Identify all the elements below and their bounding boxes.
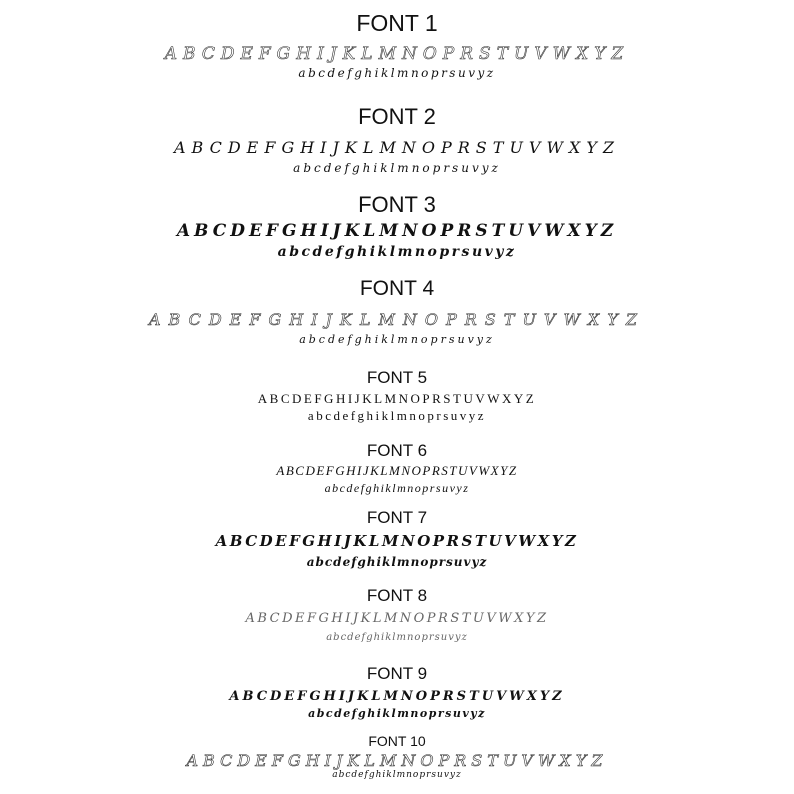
lowercase-alphabet: abcdefghiklmnoprsuvyz [332, 770, 462, 780]
font-title: FONT 7 [366, 508, 428, 527]
lowercase-alphabet: abcdefghiklmnoprsuvyz [293, 161, 501, 175]
lowercase-alphabet: abcdefghiklmnoprsuvyz [306, 555, 488, 569]
font-sample-5 [0, 369, 794, 422]
uppercase-alphabet: ABCDEFGHIJKLMNOPRSTUVWXYZ [229, 689, 565, 704]
lowercase-alphabet: abcdefghiklmnoprsuvyz [277, 244, 517, 260]
lowercase-alphabet: abcdefghiklmnoprsuvyz [326, 632, 468, 643]
font-sample-2 [0, 106, 794, 174]
font-title: FONT 6 [366, 441, 428, 460]
font-title: FONT 4 [359, 277, 435, 300]
font-sample-1 [0, 12, 794, 79]
uppercase-alphabet: ABCDEFGHIJKLMNOPRSTUVWXYZ [245, 611, 549, 626]
font-title: FONT 1 [356, 10, 438, 36]
uppercase-alphabet: ABCDEFGHIJKLMNOPRSTUVWXYZ [215, 532, 579, 550]
font-title: FONT 2 [358, 104, 436, 129]
font-title: FONT 8 [366, 586, 428, 605]
font-sample-7 [0, 509, 794, 568]
font-sample-3 [0, 194, 794, 259]
font-sample-9 [0, 665, 794, 719]
font-title: FONT 5 [366, 368, 428, 387]
font-title: FONT 10 [368, 733, 426, 749]
lowercase-alphabet: abcdefghiklmnoprsuvyz [308, 707, 486, 720]
font-sample-8 [0, 587, 794, 643]
uppercase-alphabet: ABCDEFGHIJKLMNOPRSTUVWXYZ [173, 138, 620, 157]
uppercase-alphabet: ABCDEFGHIJKLMNOPRSTUVWXYZ [148, 310, 645, 329]
font-sample-6 [0, 442, 794, 494]
uppercase-alphabet: ABCDEFGHIJKLMNOPRSTUVWXYZ [176, 221, 618, 241]
font-title: FONT 9 [366, 664, 428, 683]
lowercase-alphabet: abcdefghiklmnoprsuvyz [299, 333, 495, 346]
font-sample-4 [0, 278, 794, 345]
lowercase-alphabet: abcdefghiklmnoprsuvyz [324, 481, 470, 495]
lowercase-alphabet: abcdefghiklmnoprsuvyz [298, 66, 496, 80]
uppercase-alphabet: ABCDEFGHIJKLMNOPRSTUVWXYZ [257, 391, 537, 406]
uppercase-alphabet: ABCDEFGHIJKLMNOPRSTUVWXYZ [164, 44, 630, 64]
uppercase-alphabet: ABCDEFGHIJKLMNOPRSTUVWXYZ [186, 751, 608, 770]
uppercase-alphabet: ABCDEFGHIJKLMNOPRSTUVWXYZ [276, 463, 518, 478]
lowercase-alphabet: abcdefghiklmnoprsuvyz [307, 408, 487, 423]
font-sample-10 [0, 734, 794, 780]
font-title: FONT 3 [358, 192, 436, 217]
